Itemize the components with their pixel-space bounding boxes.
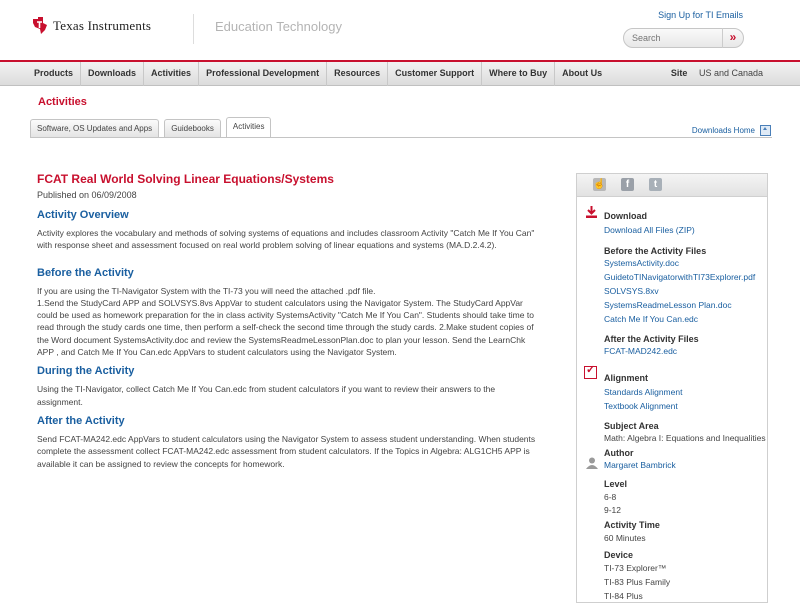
nav-resources[interactable]: Resources [326,62,387,86]
home-icon[interactable] [760,125,771,136]
during-heading: During the Activity [37,365,135,378]
thumbs-up-icon[interactable]: ☝ [593,179,606,190]
after-files-heading: After the Activity Files [604,334,699,344]
tab-underline [30,137,772,138]
subject-heading: Subject Area [604,421,659,431]
share-bar [577,174,767,197]
downloads-home-label[interactable]: Downloads Home [691,126,755,135]
search-input[interactable] [632,32,717,44]
search-box [623,28,744,48]
nav-activities[interactable]: Activities [143,62,198,86]
nav-products[interactable]: Products [34,68,74,78]
signup-link[interactable]: Sign Up for TI Emails [658,10,743,20]
activity-title: FCAT Real World Solving Linear Equations/Systems [37,172,334,186]
level-heading: Level [604,479,628,489]
before-heading: Before the Activity [37,266,134,279]
published-date: Published on 06/09/2008 [37,190,137,200]
file-link[interactable]: SystemsActivity.doc [604,258,679,268]
device-value: TI-84 Plus [604,591,643,601]
ti-logo[interactable] [32,17,151,34]
facebook-icon[interactable]: f [621,178,634,191]
download-icon [586,206,597,218]
nav-about-us[interactable]: About Us [554,62,609,86]
nav-downloads[interactable]: Downloads [80,62,143,86]
time-heading: Activity Time [604,520,660,530]
author-heading: Author [604,448,634,458]
time-value: 60 Minutes [604,533,646,543]
before-files-heading: Before the Activity Files [604,246,707,256]
file-link[interactable]: SystemsReadmeLesson Plan.doc [604,300,732,310]
main-nav [0,60,800,86]
alignment-check-icon [584,366,597,379]
file-link[interactable]: FCAT-MAD242.edc [604,346,678,356]
page-title: Activities [38,96,87,108]
textbook-alignment-link[interactable]: Textbook Alignment [604,401,678,411]
author-link[interactable]: Margaret Bambrick [604,460,676,470]
alignment-heading: Alignment [604,373,648,383]
before-steps-text: 1.Send the StudyCard APP and SOLVSYS.8vs AppVar to student calculators using the Navigator System. The StudyCard AppVar could be used as homework preparation for the in class activity SystemsActivity "Catch Me If You Can". Students should take time to read through the study cards one time, then perform a self-check the second time through the study cards. 2.Make student copies of the Word document SystemsActivity.doc and review the SystemsReadmeLessonPlan.doc to plan your lesson. Send the LearnChk APP , and Catch Me If You Can.edc AppVars to student calculators using the Navigator System. [37,297,534,358]
nav-customer-support[interactable]: Customer Support [387,62,481,86]
nav-professional-development[interactable]: Professional Development [198,62,326,86]
brand-name: Texas Instruments [53,17,152,33]
nav-where-to-buy[interactable]: Where to Buy [481,62,554,86]
overview-text: Activity explores the vocabulary and methods of solving systems of equations and includes classroom Activity "Catch Me If You Can" with response sheet and assessment focused on real world problem solving of linear equations and systems (MA.D.2.4.2). [37,228,535,251]
section-name: Education Technology [215,19,342,34]
before-text: If you are using the TI-Navigator System with the TI-73 you will need the attached .pdf file. [37,285,376,296]
device-value: TI-73 Explorer™ [604,563,667,573]
download-heading: Download [604,211,647,221]
subject-value: Math: Algebra I: Equations and Inequalities [604,433,766,443]
file-link[interactable]: Catch Me If You Can.edc [604,314,699,324]
author-icon [586,457,598,469]
search-go-button[interactable]: » [722,28,743,48]
activity-content [37,172,540,470]
site-header [0,0,800,58]
device-heading: Device [604,550,634,560]
download-all-link[interactable]: Download All Files (ZIP) [604,225,695,235]
file-link[interactable]: GuidetoTINavigatorwithTI73Explorer.pdf [604,272,756,282]
site-region-selector[interactable]: US and Canada [698,68,763,78]
level-value: 6-8 [604,492,617,502]
file-link[interactable]: SOLVSYS.8xv [604,286,659,296]
header-divider [193,14,194,44]
device-value: TI-83 Plus Family [604,577,671,587]
after-text: Send FCAT-MA242.edc AppVars to student calculators using the Navigator System to assess student understanding. When students complete the assessment collect FCAT-MA242.edc assessment from student calculators. If the Topics in Algebra: ALG1CH5 APP is available it can be assigned to review the concepts for homework. [37,433,536,469]
tab-activities[interactable]: Activities [226,117,272,137]
twitter-icon[interactable]: t [649,178,662,191]
activity-sidebar [576,173,768,603]
site-label: Site [670,68,688,78]
tab-software[interactable]: Software, OS Updates and Apps [30,119,159,137]
after-heading: After the Activity [37,414,125,427]
ti-state-icon [32,17,48,34]
download-tabs [30,119,276,137]
level-value: 9-12 [604,505,622,515]
tab-guidebooks[interactable]: Guidebooks [164,119,221,137]
standards-alignment-link[interactable]: Standards Alignment [604,387,683,397]
overview-heading: Activity Overview [37,209,129,221]
during-text: Using the TI-Navigator, collect Catch Me If You Can.edc from student calculators if you want to review their answers to the assignment. [37,384,496,407]
downloads-home-link[interactable] [692,125,771,136]
